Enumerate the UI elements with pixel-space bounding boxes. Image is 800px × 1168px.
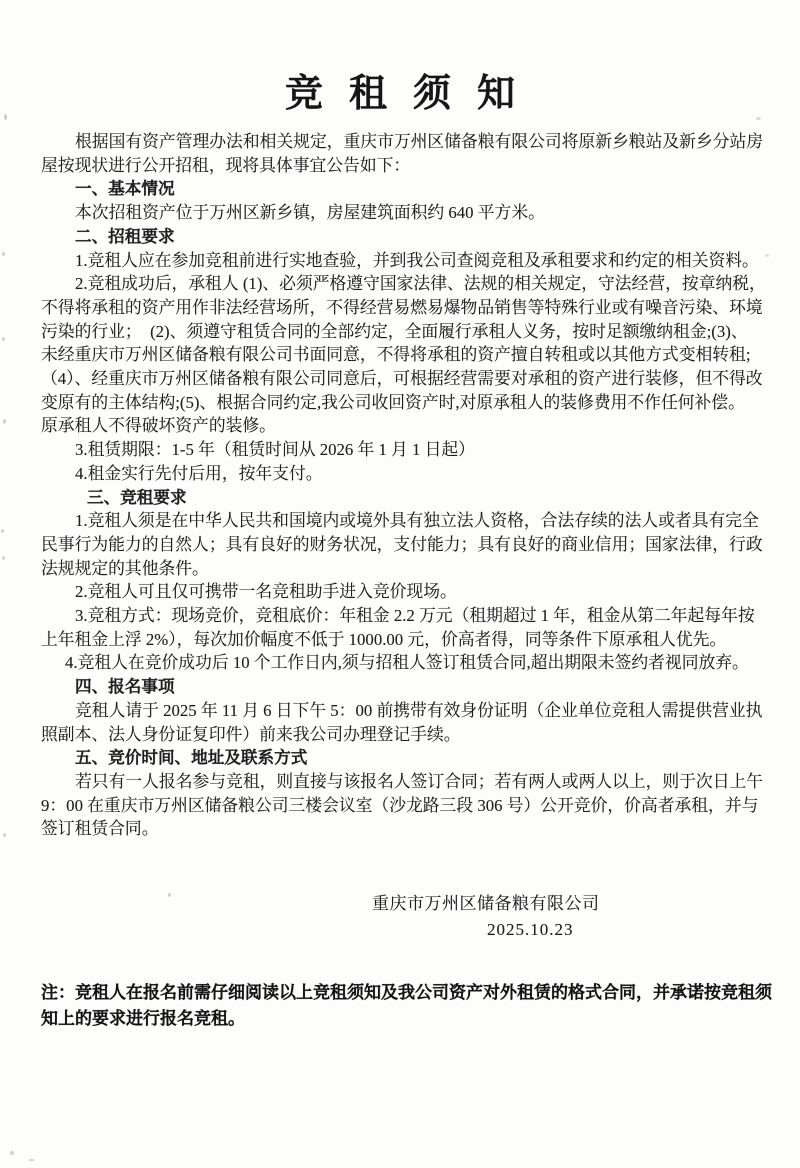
document-line: 屋按现状进行公开招租，现将具体事宜公告如下： (41, 155, 411, 175)
document-line: 签订租赁合同。 (41, 819, 159, 839)
section-heading: 三、竞租要求 (87, 487, 187, 507)
section-heading: 一、基本情况 (75, 179, 175, 199)
document-line: 根据国有资产管理办法和相关规定，重庆市万州区储备粮有限公司将原新乡粮站及新乡分站房 (75, 132, 764, 151)
footer-note-line: 知上的要求进行报名竞租。 (41, 1008, 245, 1028)
scan-speck (2, 337, 5, 341)
document-line: 1.竞租人须是在中华人民共和国境内或境外具有独立法人资格，合法存续的法人或者具有完全 (75, 511, 759, 531)
document-line: 4.竞租人在竞价成功后 10 个工作日内,须与招租人签订租赁合同,超出期限未签约者视同放弃。 (65, 653, 749, 673)
document-line: 污染的行业； (2)、须遵守租赁合同的全部约定，全面履行承租人义务，按时足额缴纳租金;(3)、 (41, 321, 748, 341)
document-body (41, 130, 777, 841)
document-line: 4.租金实行先付后用，按年支付。 (75, 463, 323, 483)
scan-speck (10, 1151, 14, 1155)
signature-date: 2025.10.23 (487, 920, 574, 939)
document-line: 本次招租资产位于万州区新乡镇，房屋建筑面积约 640 平方米。 (75, 203, 545, 223)
footer-note-line: 注：竞租人在报名前需仔细阅读以上竞租须知及我公司资产对外租赁的格式合同，并承诺按竞租须 (41, 983, 772, 1002)
document-line: 2.竞租成功后，承租人 (1)、必须严格遵守国家法律、法规的相关规定，守法经营，按章纳税， (75, 274, 766, 294)
document-line: 变原有的主体结构;(5)、根据合同约定,我公司收回资产时,对原承租人的装修费用不作任何补偿。 (41, 392, 745, 412)
document-line: 上年租金上浮 2%），每次加价幅度不低于 1000.00 元，价高者得，同等条件下原承租人优先。 (41, 629, 727, 649)
scan-speck (168, 893, 171, 897)
footer-note (41, 980, 781, 1031)
scan-speck (4, 114, 7, 120)
section-heading: 二、招租要求 (75, 226, 175, 246)
document-line: 法规规定的其他条件。 (41, 558, 209, 578)
document-line: 原承租人不得破坏资产的装修。 (41, 416, 276, 436)
document-title: 竞租须知 (284, 73, 541, 115)
scan-speck (1, 529, 4, 533)
document-line: 3.租赁期限：1-5 年（租赁时间从 2026 年 1 月 1 日起） (75, 440, 475, 460)
document-line: 若只有一人报名参与竞租，则直接与该报名人签订合同；若有两人或两人以上，则于次日上午 (75, 771, 764, 791)
document-line: 9：00 在重庆市万州区储备粮公司三楼会议室（沙龙路三段 306 号）公开竞价，价高者承租，并与 (41, 795, 759, 815)
section-heading: 五、竞价时间、地址及联系方式 (75, 748, 308, 768)
document-line: 3.竞租方式：现场竞价，竞租底价：年租金 2.2 万元（租期超过 1 年，租金从第二年起每年按 (75, 606, 755, 626)
document-line: 竞租人请于 2025 年 11 月 6 日下午 5：00 前携带有效身份证明（企业单位竞租人需提供营业执 (75, 700, 763, 720)
document-line: 1.竞租人应在参加竞租前进行实地查验，并到我公司查阅竞租及承租要求和约定的相关资料。 (75, 250, 759, 270)
scan-speck (756, 117, 761, 120)
section-heading: 四、报名事项 (75, 677, 175, 697)
document-line: 不得将承租的资产用作非法经营场所，不得经营易燃易爆物品销售等特殊行业或有噪音污染、环境 (41, 297, 763, 317)
scan-speck (2, 556, 5, 560)
scan-speck (3, 833, 6, 837)
document-line: （4）、经重庆市万州区储备粮有限公司同意后，可根据经营需要对承租的资产进行装修，但不得改 (41, 369, 763, 389)
scan-speck (28, 1159, 35, 1161)
scan-speck (3, 419, 6, 424)
document-line: 未经重庆市万州区储备粮有限公司书面同意，不得将承租的资产擅自转租或以其他方式变相转租; (41, 345, 751, 365)
scan-speck (2, 252, 5, 256)
document-line: 照副本、法人身份证复印件）前来我公司办理登记手续。 (41, 724, 461, 744)
scan-speck (765, 254, 769, 257)
document-line: 民事行为能力的自然人；具有良好的财务状况，支付能力；具有良好的商业信用；国家法律，行政 (41, 534, 763, 554)
document-line: 2.竞租人可且仅可携带一名竞租助手进入竞价现场。 (75, 582, 457, 602)
signature-company: 重庆市万州区储备粮有限公司 (372, 894, 600, 913)
